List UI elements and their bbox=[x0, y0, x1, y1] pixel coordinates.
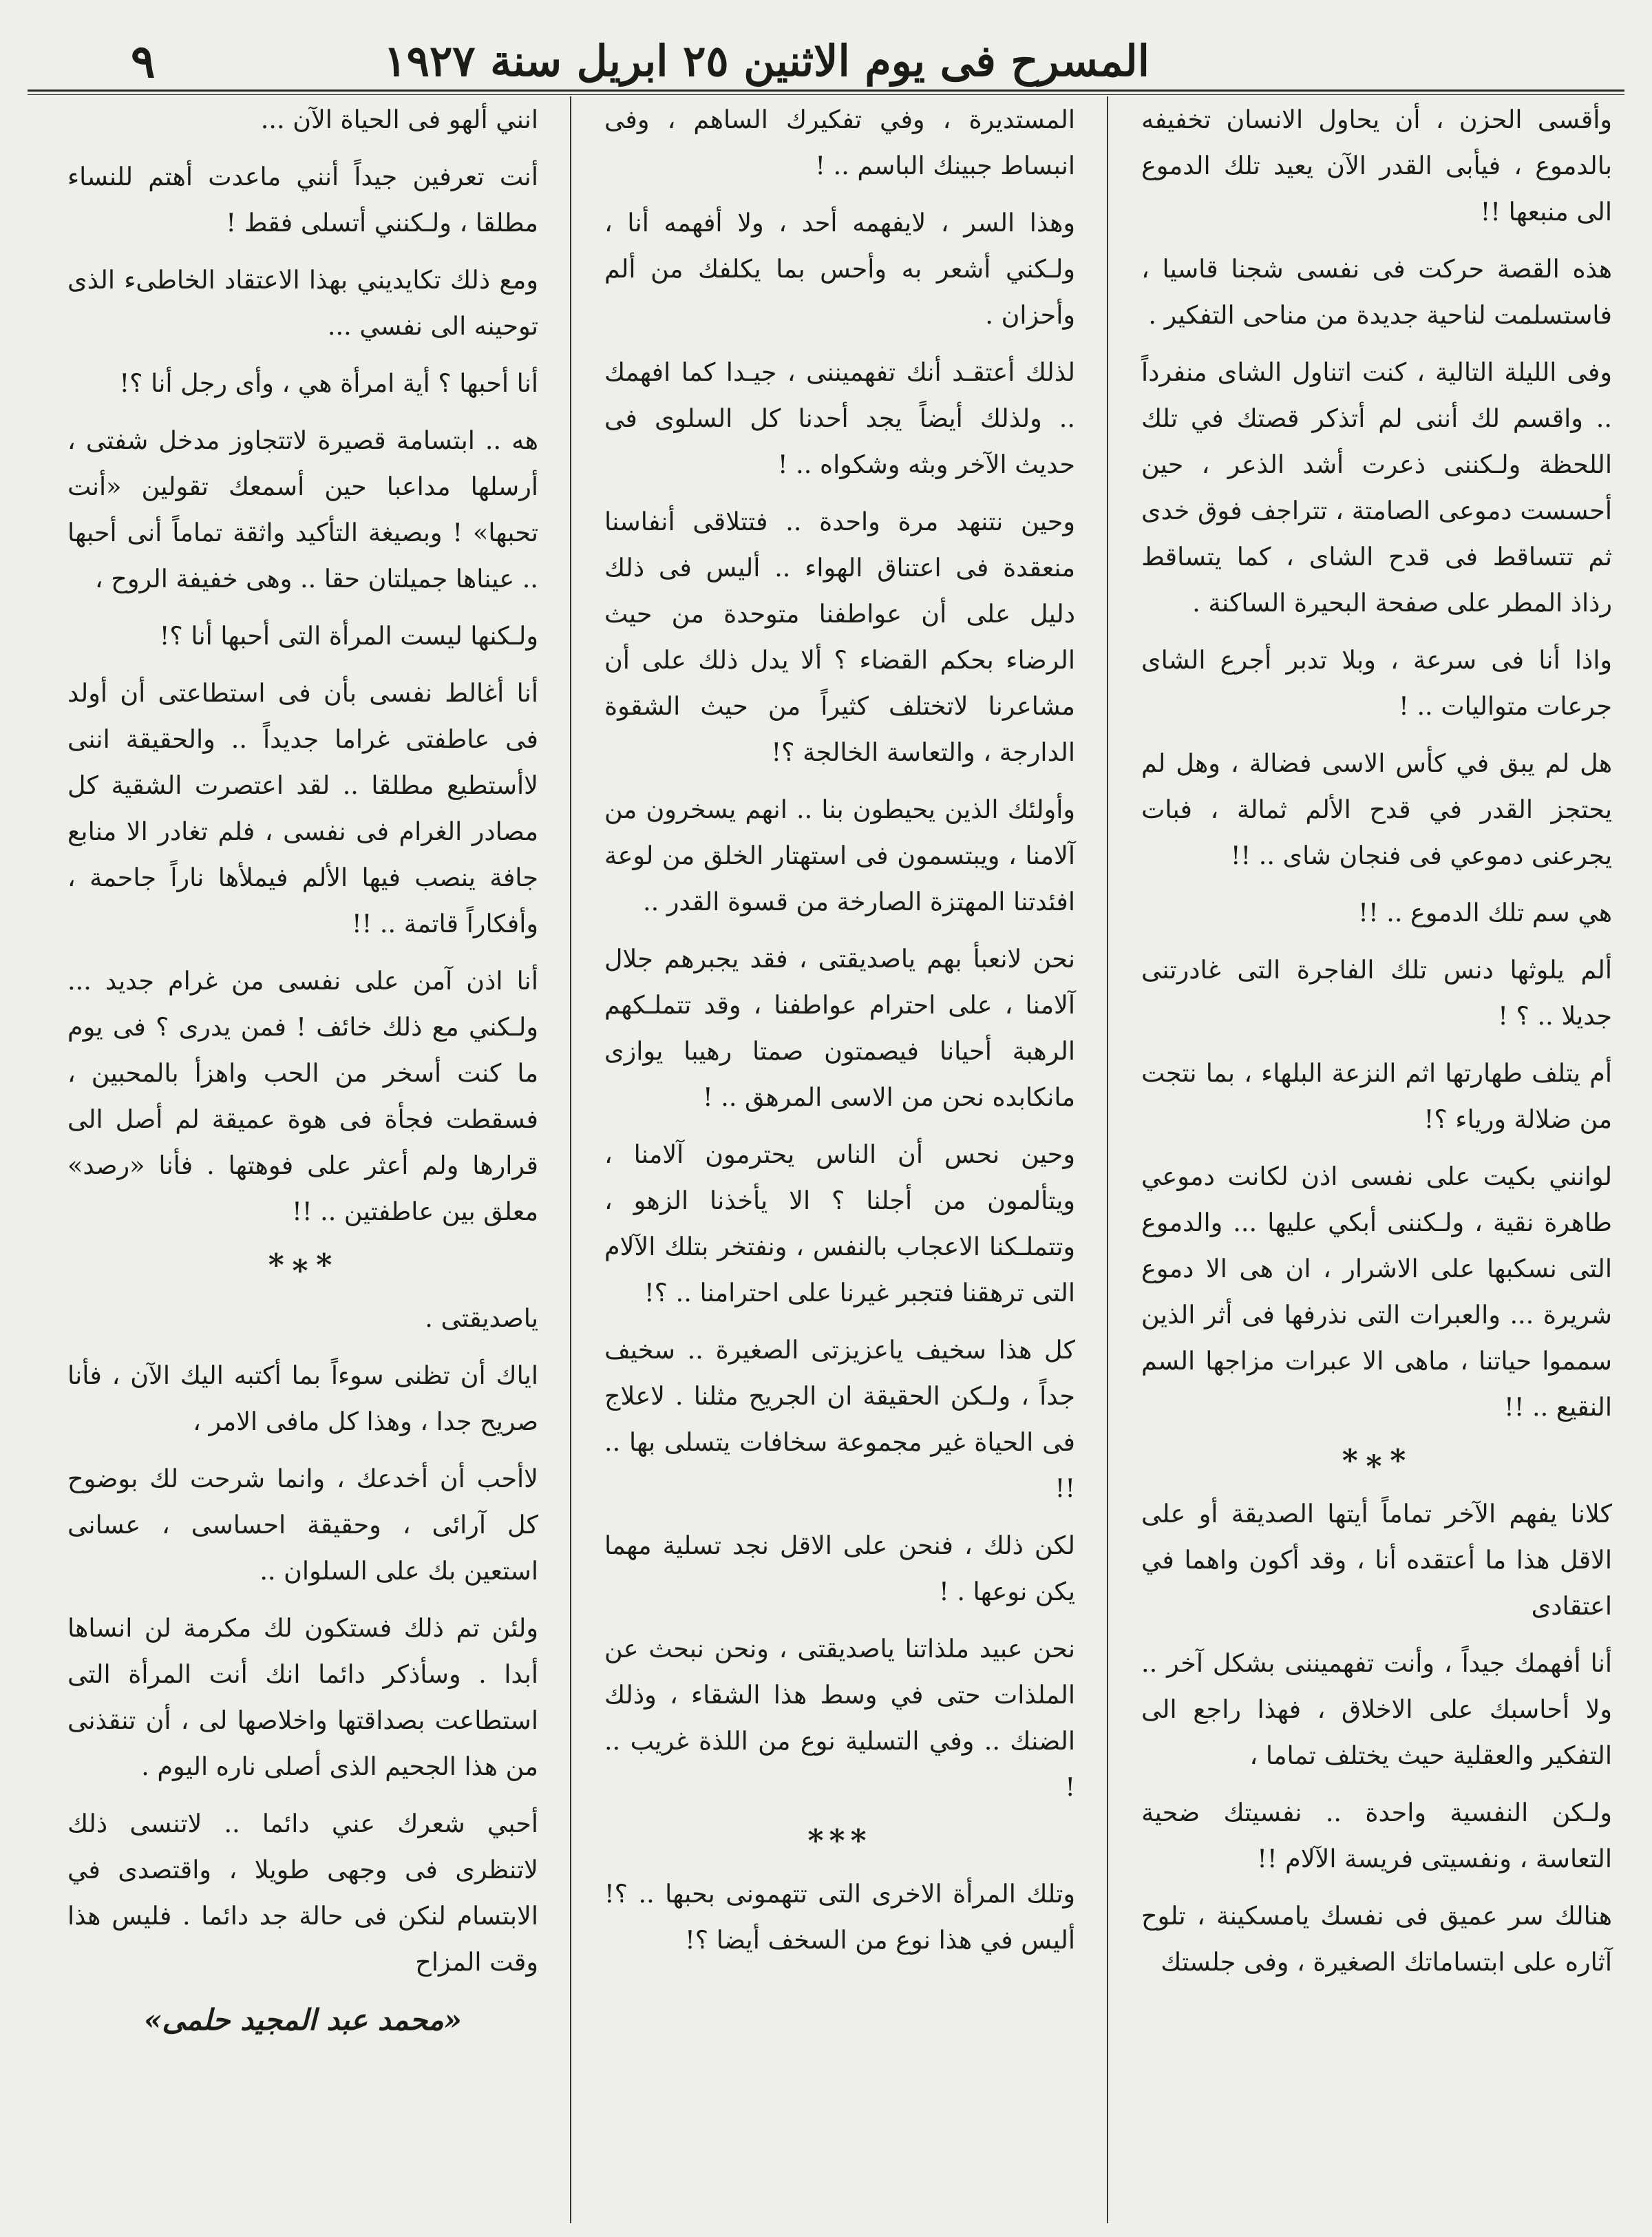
paragraph: كلانا يفهم الآخر تماماً أيتها الصديقة أو على الاقل هذا ما أعتقده أنا ، وقد أكون واهما في اعتقادى bbox=[1141, 1499, 1612, 1621]
paragraph: نحن عبيد ملذاتنا ياصديقتى ، ونحن نبحث عن الملذات حتى في وسط هذا الشقاء ، وذلك الضنك .. وفي التسلية نوع من اللذة غريب .. ! bbox=[604, 1634, 1075, 1802]
paragraph: ومع ذلك تكايديني بهذا الاعتقاد الخاطىء الذى توحينه الى نفسي ... bbox=[67, 265, 538, 341]
column-right bbox=[1129, 96, 1624, 2223]
paragraph: وتلك المرأة الاخرى التى تتهمونى بحبها .. ؟! أليس في هذا نوع من السخف أيضا ؟! bbox=[604, 1879, 1075, 1955]
column-divider bbox=[1107, 96, 1108, 2223]
paragraph: نحن لانعبأ بهم ياصديقتى ، فقد يجبرهم جلال آلامنا ، على احترام عواطفنا ، وقد تتملـكهم الرهبة أحيانا فيصمتون صمتا رهيبا يوازى مانكابده نحن من الاسى المرهق .. ! bbox=[604, 944, 1075, 1112]
paragraph: وأولئك الذين يحيطون بنا .. انهم يسخرون من آلامنا ، ويبتسمون فى استهتار الخلق من لوعة افئدتنا المهتزة الصارخة من قسوة القدر .. bbox=[604, 795, 1075, 916]
paragraph: ولـكنها ليست المرأة التى أحبها أنا ؟! bbox=[159, 621, 538, 651]
column-middle bbox=[592, 96, 1088, 2223]
paragraph: ألم يلوثها دنس تلك الفاجرة التى غادرتنى جديلا .. ؟ ! bbox=[1141, 955, 1612, 1031]
article-columns bbox=[28, 96, 1624, 2223]
paragraph: أم يتلف طهارتها اثم النزعة البلهاء ، بما نتجت من ضلالة ورياء ؟! bbox=[1141, 1058, 1612, 1134]
paragraph: ولئن تم ذلك فستكون لك مكرمة لن انساها أبدا . وسأذكر دائما انك أنت المرأة التى استطاعت بصداقتها واخلاصها لى ، أن تنقذنى من هذا الجحيم الذى أصلى ناره اليوم . bbox=[67, 1613, 538, 1781]
paragraph: أحبي شعرك عني دائما .. لاتنسى ذلك لاتنظرى فى وجهى طويلا ، واقتصدى في الابتسام لنكن فى حالة جد دائما . فليس هذا وقت المزاح bbox=[67, 1809, 538, 1977]
paragraph: وحين نتنهد مرة واحدة .. فتتلاقى أنفاسنا منعقدة فى اعتناق الهواء .. أليس فى ذلك دليل على أن عواطفنا متوحدة من حيث الرضاء بحكم القضاء ؟ ألا يدل ذلك على أن مشاعرنا لاتختلف كثيراً من حيث الشقوة الدارجة ، والتعاسة الخالجة ؟! bbox=[604, 507, 1075, 767]
author-signature: «محمد عبد المجيد حلمى» bbox=[144, 2003, 462, 2037]
paragraph: أنا أغالط نفسى بأن فى استطاعتى أن أولد فى عاطفتى غراما جديداً .. والحقيقة اننى لاأستطيع مطلقا .. لقد اعتصرت الشقية كل مصادر الغرام فى نفسى ، فلم تغادر الا منابع جافة ينصب فيها الألم فيملأها ناراً جاحمة ، وأفكاراً قاتمة .. !! bbox=[67, 678, 538, 938]
paragraph: لوانني بكيت على نفسى اذن لكانت دموعي طاهرة نقية ، ولـكننى أبكي عليها ... والدموع التى نسكبها على الاشرار ، ان هى الا دموع شريرة ... والعبرات التى نذرفها فى أثر الذين سمموا حياتنا ، ماهى الا عبرات مزاجها السم النقيع .. !! bbox=[1141, 1162, 1612, 1422]
header-rule bbox=[28, 90, 1624, 95]
paragraph: أنت تعرفين جيداً أنني ماعدت أهتم للنساء مطلقا ، ولـكنني أتسلى فقط ! bbox=[67, 162, 538, 238]
paragraph: ياصديقتى . bbox=[425, 1303, 538, 1333]
page-header bbox=[28, 21, 1624, 90]
section-separator: *∗* bbox=[1342, 1443, 1412, 1478]
paragraph: انني ألهو فى الحياة الآن ... bbox=[260, 105, 538, 134]
paragraph: لاأحب أن أخدعك ، وانما شرحت لك بوضوح كل آرائى ، وحقيقة احساسى ، عسانى استعين بك على السلوان .. bbox=[67, 1464, 538, 1586]
paragraph: أنا أفهمك جيداً ، وأنت تفهميننى بشكل آخر .. ولا أحاسبك على الاخلاق ، فهذا راجع الى التفكير والعقلية حيث يختلف تماما ، bbox=[1141, 1648, 1612, 1770]
paragraph: واذا أنا فى سرعة ، وبلا تدبر أجرع الشاى جرعات متواليات .. ! bbox=[1141, 645, 1612, 721]
paragraph: لذلك أعتقـد أنك تفهميننى ، جيـدا كما افهمك .. ولذلك أيضاً يجد أحدنا كل السلوى فى حديث الآخر وبثه وشكواه .. ! bbox=[604, 357, 1075, 479]
paragraph: هل لم يبق في كأس الاسى فضالة ، وهل لم يحتجز القدر في قدح الألم ثمالة ، فبات يجرعنى دموعي فى فنجان شاى .. !! bbox=[1141, 748, 1612, 870]
paragraph: المستديرة ، وفي تفكيرك الساهم ، وفى انبساط جبينك الباسم .. ! bbox=[604, 105, 1075, 180]
paragraph: ولـكن النفسية واحدة .. نفسيتك ضحية التعاسة ، ونفسيتى فريسة الآلام !! bbox=[1141, 1798, 1612, 1873]
column-left bbox=[55, 96, 551, 2223]
section-separator: *** bbox=[807, 1823, 872, 1858]
paragraph: هذه القصة حركت فى نفسى شجنا قاسيا ، فاستسلمت لناحية جديدة من مناحى التفكير . bbox=[1141, 254, 1612, 330]
running-title: المسرح فى يوم الاثنين ٢٥ ابريل سنة ١٩٢٧ bbox=[383, 36, 1150, 86]
paragraph: أنا أحبها ؟ أية امرأة هي ، وأى رجل أنا ؟! bbox=[119, 368, 538, 398]
paragraph: هي سم تلك الدموع .. !! bbox=[1358, 898, 1612, 927]
paragraph: وفى الليلة التالية ، كنت اتناول الشاى منفرداً .. واقسم لك أننى لم أتذكر قصتك في تلك اللحظة ولـكننى ذعرت أشد الذعر ، حين أحسست دموعى الصامتة ، تتراجف فوق خدى ثم تتساقط فى قدح الشاى ، كما يتساقط رذاذ المطر على صفحة البحيرة الساكنة . bbox=[1141, 357, 1612, 618]
paragraph: وأقسى الحزن ، أن يحاول الانسان تخفيفه بالدموع ، فيأبى القدر الآن يعيد تلك الدموع الى منبعها !! bbox=[1141, 105, 1612, 227]
paragraph: اياك أن تظنى سوءاً بما أكتبه اليك الآن ، فأنا صريح جدا ، وهذا كل مافى الامر ، bbox=[67, 1361, 538, 1436]
paragraph: وهذا السر ، لايفهمه أحد ، ولا أفهمه أنا ، ولـكني أشعر به وأحس بما يكلفك من ألم وأحزان . bbox=[604, 208, 1075, 330]
paragraph: لكن ذلك ، فنحن على الاقل نجد تسلية مهما يكن نوعها . ! bbox=[604, 1531, 1075, 1606]
page-number: ٩ bbox=[131, 34, 156, 88]
paragraph: وحين نحس أن الناس يحترمون آلامنا ، ويتألمون من أجلنا ؟ الا يأخذنا الزهو ، وتتملـكنا الاعجاب بالنفس ، ونفتخر بتلك الآلام التى ترهقنا فتجبر غيرنا على احترامنا .. ؟! bbox=[604, 1139, 1075, 1307]
paragraph: هنالك سر عميق فى نفسك يامسكينة ، تلوح آثاره على ابتساماتك الصغيرة ، وفى جلستك bbox=[1141, 1901, 1612, 1977]
column-divider bbox=[570, 96, 571, 2223]
paragraph: كل هذا سخيف ياعزيزتى الصغيرة .. سخيف جداً ، ولـكن الحقيقة ان الجريح مثلنا . لاعلاج فى الحياة غير مجموعة سخافات يتسلى بها .. !! bbox=[604, 1335, 1075, 1503]
paragraph: أنا اذن آمن على نفسى من غرام جديد ... ولـكني مع ذلك خائف ! فمن يدرى ؟ فى يوم ما كنت أسخر من الحب واهزأ بالمحبين ، فسقطت فجأة فى هوة عميقة لم أصل الى قرارها ولم أعثر على فوهتها . فأنا «رصد» معلق بين عاطفتين .. !! bbox=[67, 966, 538, 1226]
paragraph: هه .. ابتسامة قصيرة لاتتجاوز مدخل شفتى ، أرسلها مداعبا حين أسمعك تقولين «أنت تحبها» ! وبصيغة التأكيد واثقة تماماً أنى أحبها .. عيناها جميلتان حقا .. وهى خفيفة الروح ، bbox=[67, 426, 538, 594]
section-separator: *∗* bbox=[268, 1248, 338, 1283]
